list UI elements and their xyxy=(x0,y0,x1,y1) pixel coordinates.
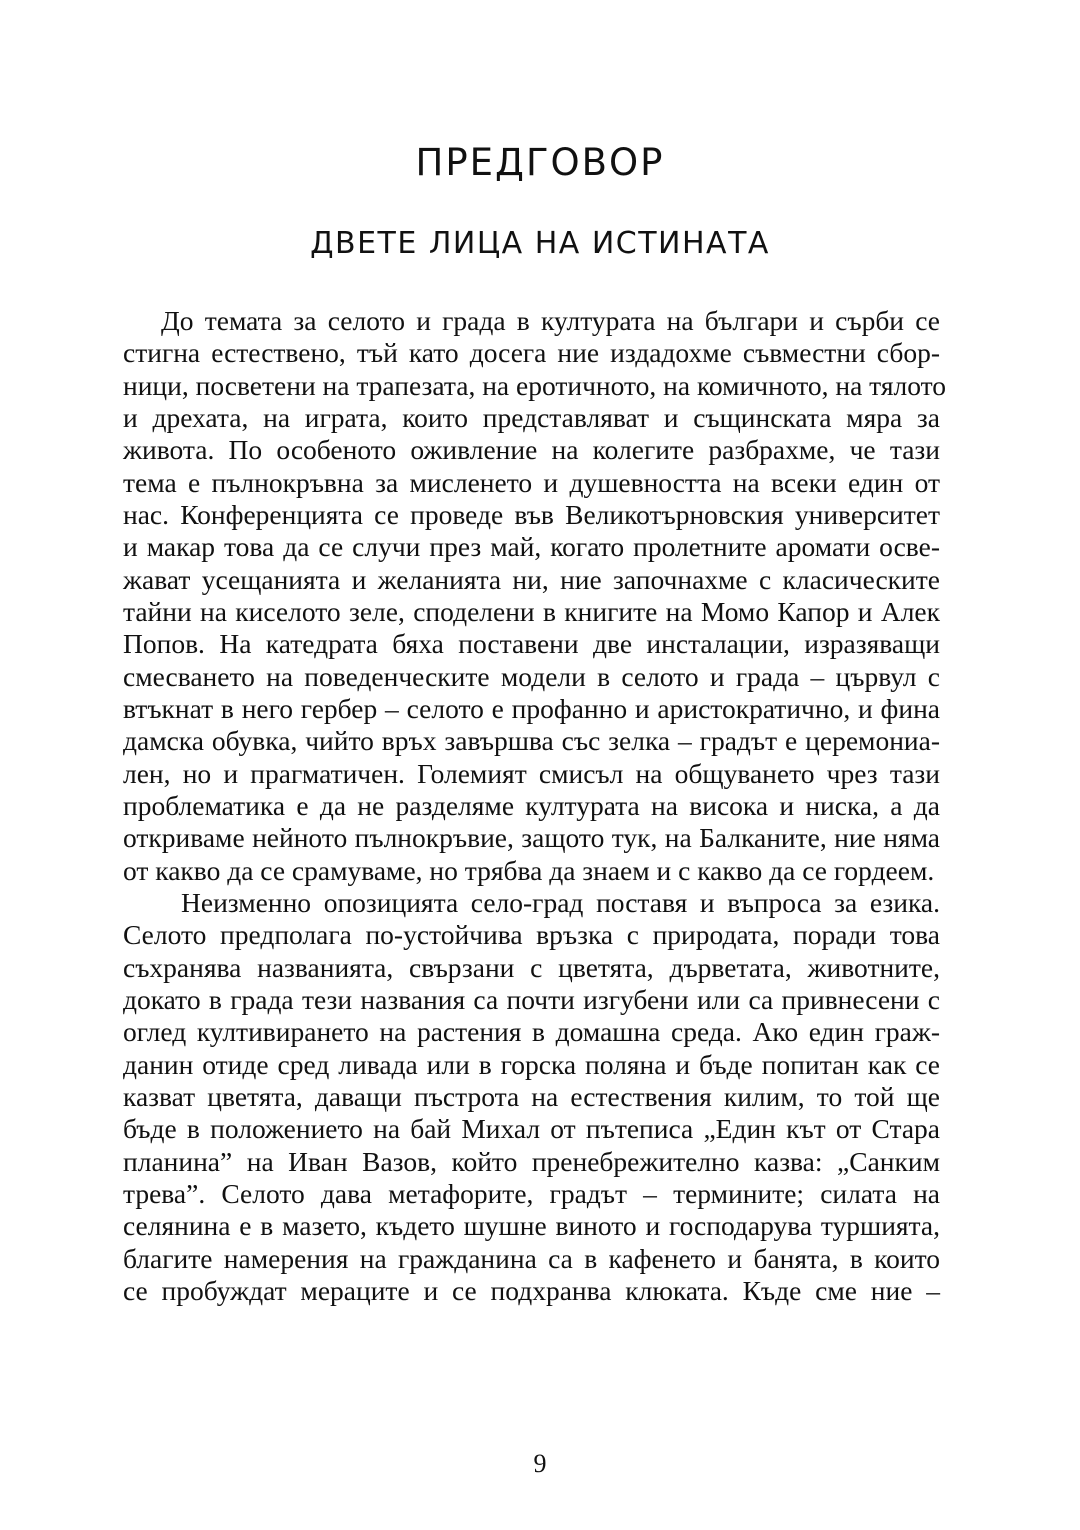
text-line: тема е пълнокръвна за мисленето и душевността на всеки един от xyxy=(123,466,940,498)
text-line: проблематика е да не разделяме културата на висока и ниска, а да xyxy=(123,789,940,821)
text-line: живота. По особеното оживление на колегите разбрахме, че тази xyxy=(123,434,940,466)
text-line: и макар това да се случи през май, когато пролетните аромати осве- xyxy=(123,531,940,563)
text-line: стигна естествено, тъй като досега ние издадохме съвместни сбор- xyxy=(123,337,940,369)
text-line: селянина е в мазето, където шушне виното и господарува туршията, xyxy=(123,1210,940,1242)
text-line: от какво да се срамуваме, но трябва да знаем и с какво да се гордеем. xyxy=(123,854,935,886)
text-line: жават усещанията и желанията ни, ние започнахме с класическите xyxy=(123,563,940,595)
text-line: и дрехата, на играта, които представляват и същинската мяра за xyxy=(123,401,940,433)
text-line: До темата за селото и града в културата на българи и сърби се xyxy=(161,305,940,336)
text-line: тайни на киселото зеле, споделени в книгите на Момо Капор и Алек xyxy=(123,595,940,627)
text-line: оглед култивирането на растения в домашна среда. Ако един граж- xyxy=(123,1016,940,1048)
text-line: трева”. Селото дава метафорите, градът – термините; силата на xyxy=(123,1177,940,1209)
text-line: докато в града тези названия са почти изгубени или са привнесени с xyxy=(123,983,940,1015)
text-line: лен, но и прагматичен. Големият смисъл на общуването чрез тази xyxy=(123,757,940,789)
text-line: благите намерения на гражданина са в кафенето и банята, в които xyxy=(123,1242,940,1274)
text-line: казват цветята, даващи пъстрота на естествения килим, то той ще xyxy=(123,1080,940,1112)
text-line: планина” на Иван Вазов, който пренебрежително казва: „Санким xyxy=(123,1145,940,1177)
page-subtitle: ДВЕТЕ ЛИЦА НА ИСТИНАТА xyxy=(310,226,770,261)
text-line: съхранява названията, свързани с цветята, дърветата, животните, xyxy=(123,951,940,983)
text-line: втъкнат в него гербер – селото е профанно и аристократично, и фина xyxy=(123,692,940,724)
text-line: откриваме нейното пълнокръвие, защото тук, на Балканите, ние няма xyxy=(123,822,940,854)
text-line: дамска обувка, чийто връх завършва със зелка – градът е церемониа- xyxy=(123,725,940,757)
text-line: Селото предполага по-устойчива връзка с природата, поради това xyxy=(123,919,940,951)
text-line: се пробуждат мераците и се подхранва клюката. Къде сме ние – xyxy=(123,1274,940,1306)
page-title: ПРЕДГОВОР xyxy=(415,141,665,184)
text-line: смесването на поведенческите модели в селото и града – цървул с xyxy=(123,660,940,692)
text-line: ници, посветени на трапезата, на еротичното, на комичното, на тялото xyxy=(123,369,946,401)
text-line: бъде в положението на бай Михал от пътеписа „Един кът от Стара xyxy=(123,1113,940,1145)
page-number: 9 xyxy=(533,1449,547,1478)
text-line: Попов. На катедрата бяха поставени две инсталации, изразяващи xyxy=(123,628,940,660)
text-line: нас. Конференцията се проведе във Великотърновския университет xyxy=(123,498,940,530)
body-text xyxy=(123,305,946,1307)
text-line: данин отиде сред ливада или в горска поляна и бъде попитан как се xyxy=(123,1048,940,1080)
text-line: Неизменно опозицията село-град поставя и въпроса за езика. xyxy=(181,886,940,918)
